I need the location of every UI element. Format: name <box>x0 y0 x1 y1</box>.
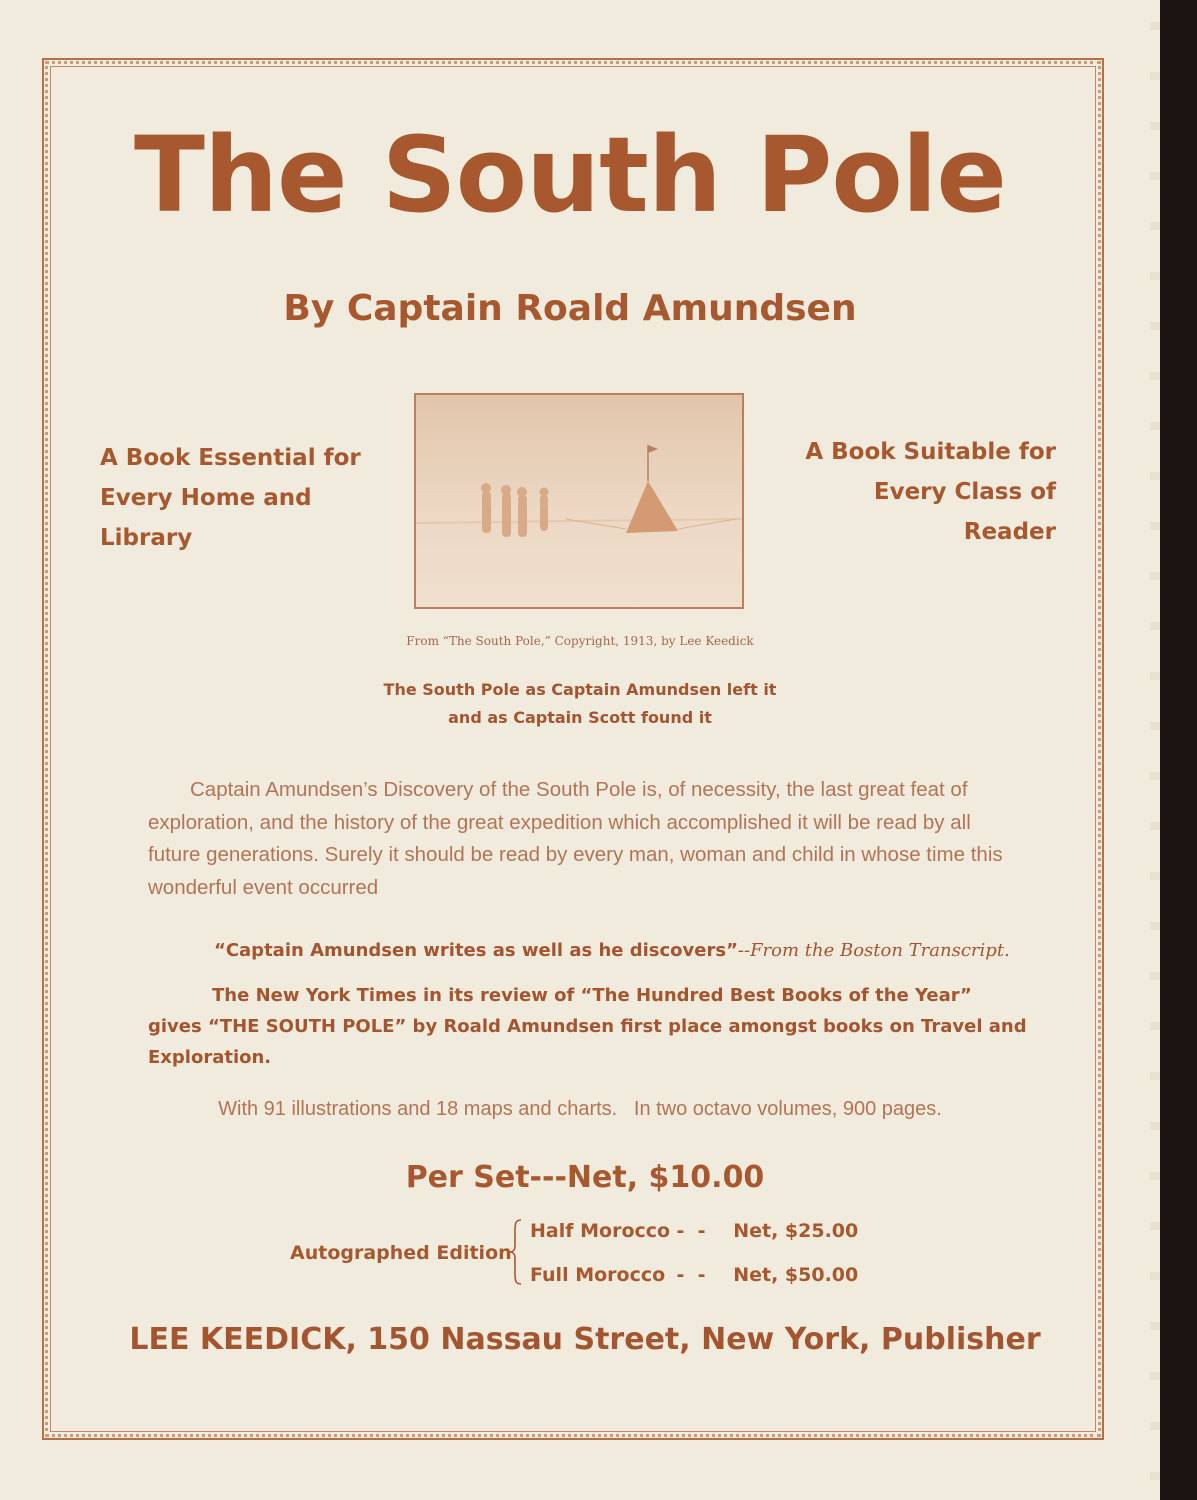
photo-caption <box>330 676 830 732</box>
left-blurb-line: Library <box>100 525 193 551</box>
left-blurb-line: Every Home and <box>100 485 312 511</box>
review-quote <box>148 940 1028 961</box>
south-pole-tent-photo <box>416 395 742 607</box>
set-price: Per Set---Net, $10.00 <box>405 1160 765 1195</box>
edition-dash: - - <box>676 1264 706 1286</box>
page-title: The South Pole <box>134 114 1006 236</box>
edition-row <box>530 1220 870 1242</box>
right-blurb <box>776 432 1056 552</box>
quote-text: “Captain Amundsen writes as well as he discovers” <box>214 940 738 961</box>
caption-line: and as Captain Scott found it <box>448 708 712 727</box>
publisher-line: LEE KEEDICK, 150 Nassau Street, New York, Publisher <box>129 1322 1041 1357</box>
photo-credit: From “The South Pole,” Copyright, 1913, by Lee Keedick <box>406 634 754 648</box>
times-review: The New York Times in its review of “The Hundred Best Books of the Year” gives “THE SOUTH POLE” by Roald Amundsen first place amongst books on Travel and Exploration. <box>148 985 1027 1068</box>
edition-row <box>530 1264 870 1286</box>
edition-price: Net, $25.00 <box>733 1220 859 1242</box>
description-paragraph: Captain Amundsen’s Discovery of the South Pole is, of necessity, the last great feat of exploration, and the history of the great expedition which accomplished it will be read by all future generations. Surely it should be read by every man, woman and child in whose time this wonderful event occurred <box>148 778 1003 899</box>
caption-line: The South Pole as Captain Amundsen left it <box>383 680 777 699</box>
edition-dash: - - <box>676 1220 706 1242</box>
brace-icon <box>508 1218 524 1286</box>
left-blurb-line: A Book Essential for <box>100 445 361 471</box>
quote-source: --From the Boston Transcript. <box>737 940 1010 961</box>
right-blurb-line: Every Class of <box>873 479 1056 505</box>
illustrations-note: With 91 illustrations and 18 maps and charts. In two octavo volumes, 900 pages. <box>218 1098 942 1120</box>
right-blurb-line: Reader <box>963 519 1056 545</box>
edition-name: Full Morocco <box>530 1264 666 1286</box>
scan-background <box>1160 0 1197 1500</box>
expedition-photo <box>414 393 744 609</box>
right-blurb-line: A Book Suitable for <box>805 439 1056 465</box>
author-byline: By Captain Roald Amundsen <box>283 288 857 329</box>
edition-price: Net, $50.00 <box>733 1264 859 1286</box>
edition-name: Half Morocco <box>530 1220 671 1242</box>
left-blurb <box>100 438 380 558</box>
autographed-edition-label: Autographed Edition <box>290 1242 512 1264</box>
